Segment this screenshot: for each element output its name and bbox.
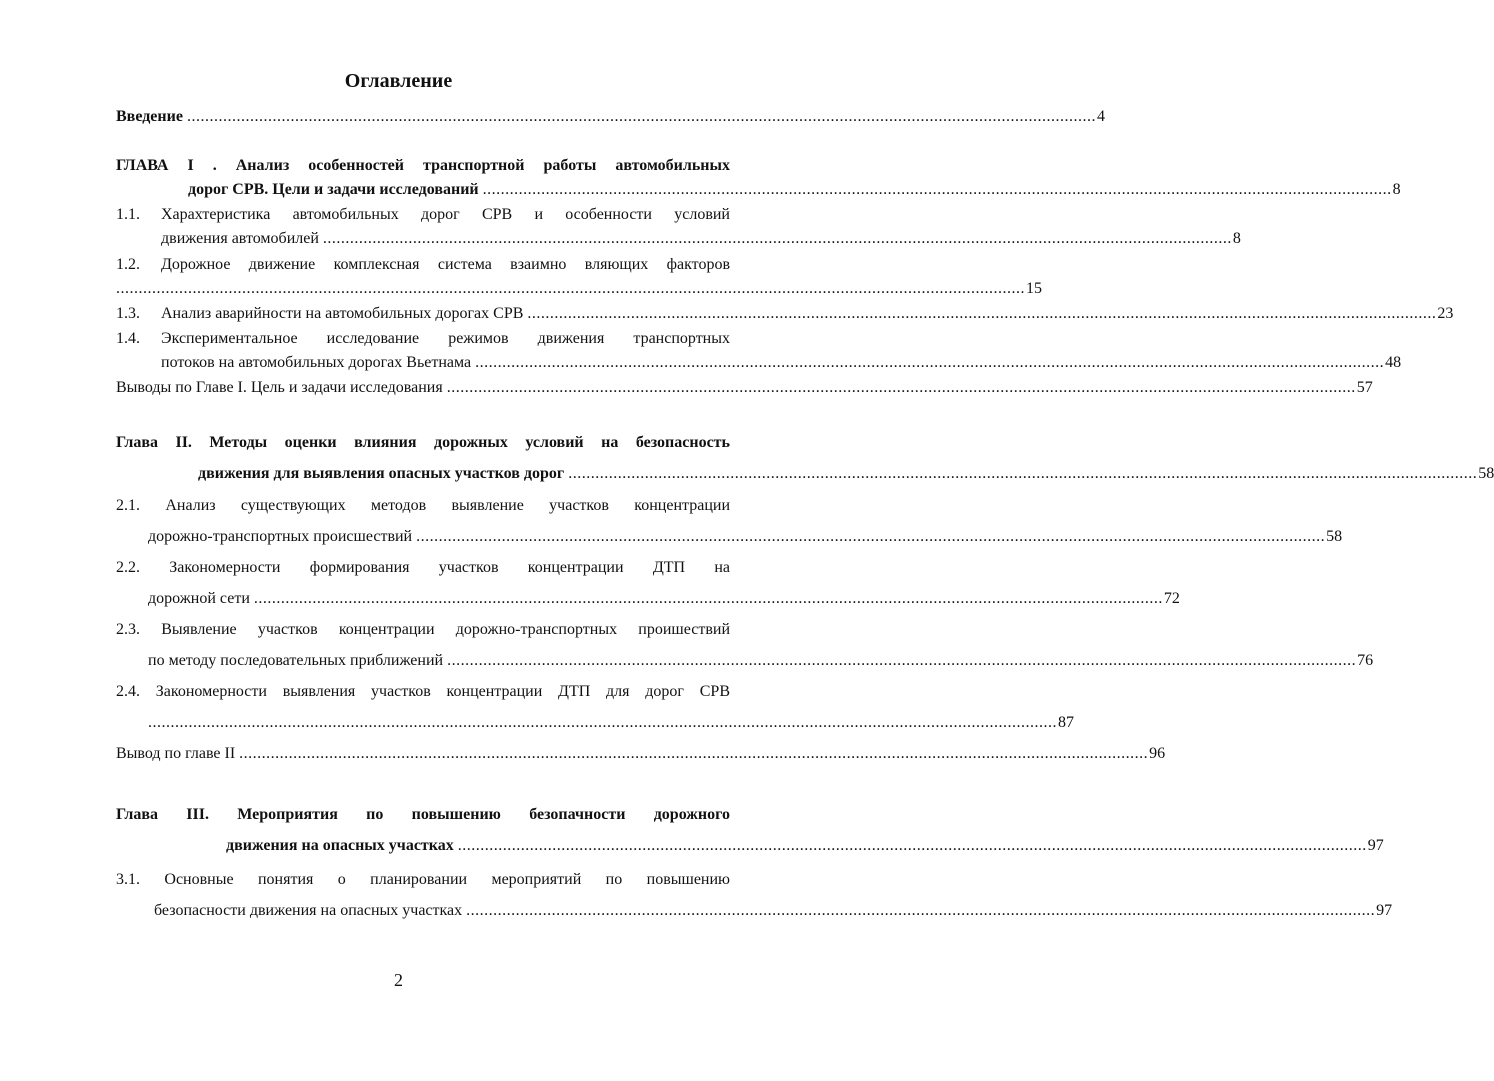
toc-section-number: 1.3. <box>116 305 140 322</box>
toc-section-number: 1.2. <box>116 256 140 273</box>
dot-leader: .......................................................................................................................................................................................................... <box>322 230 1232 247</box>
dot-leader: .......................................................................................................................................................................................................... <box>416 528 1326 545</box>
toc-entry-text: дорожно-транспортных происшествий <box>148 528 413 545</box>
toc-page-number: 96 <box>1149 745 1166 762</box>
toc-entry-text: потоков на автомобильных дорогах Вьетнама <box>161 354 472 371</box>
toc-page-number: 72 <box>1163 590 1180 607</box>
dot-leader: .......................................................................................................................................................................................................... <box>568 465 1478 482</box>
toc-section-number: 1.4. <box>116 330 140 347</box>
toc-page-number: 76 <box>1357 652 1374 669</box>
toc-page-number: 48 <box>1385 354 1402 371</box>
toc-chapter-1-line2[interactable] <box>188 180 1401 200</box>
dot-leader: .......................................................................................................................................................................................................... <box>186 108 1096 125</box>
toc-page-number: 8 <box>1232 230 1241 247</box>
toc-entry-1-2[interactable] <box>116 255 730 275</box>
dot-leader: .......................................................................................................................................................................................................... <box>116 280 1025 297</box>
toc-entry-text: Введение <box>116 108 183 125</box>
dot-leader: .......................................................................................................................................................................................................... <box>446 379 1356 396</box>
toc-entry-text: движения для выявления опасных участков дорог <box>198 465 565 482</box>
toc-chapter-3-line2[interactable] <box>226 836 1384 856</box>
toc-entry-3-1-line1[interactable]: 3.1. Основные понятия о планировании мероприятий по повышению <box>116 871 730 888</box>
dot-leader: .......................................................................................................................................................................................................... <box>475 354 1385 371</box>
toc-entry-conclusion-1[interactable] <box>116 378 1373 398</box>
toc-page-number: 97 <box>1376 902 1393 919</box>
dot-leader: .......................................................................................................................................................................................................... <box>457 837 1367 854</box>
toc-entry-text: Выводы по Главе I. Цель и задачи исследования <box>116 379 443 396</box>
dot-leader: .......................................................................................................................................................................................................... <box>239 745 1149 762</box>
toc-page-number: 15 <box>1026 280 1042 297</box>
toc-entry-text: Экспериментальное исследование режимов движения транспортных <box>161 330 730 347</box>
toc-entry-2-1-line2[interactable] <box>148 527 1343 547</box>
toc-entry-text: дорог СРВ. Цели и задачи исследований <box>188 181 479 198</box>
toc-entry-2-3-line2[interactable] <box>148 651 1374 671</box>
toc-page-number: 57 <box>1356 379 1373 396</box>
toc-entry-text: Харахтеристика автомобильных дорог СРВ и особенности условий <box>161 206 730 223</box>
toc-page-number: 4 <box>1096 108 1105 125</box>
toc-page-number: 87 <box>1058 714 1074 731</box>
toc-entry-2-2-line1[interactable]: 2.2. Закономерности формирования участков концентрации ДТП на <box>116 559 730 576</box>
toc-chapter-2-line1[interactable]: Глава II. Методы оценки влияния дорожных условий на безопасность <box>116 434 730 451</box>
toc-entry-2-1-line1[interactable]: 2.1. Анализ существующих методов выявление участков концентрации <box>116 497 730 514</box>
toc-chapter-3-line1[interactable]: Глава III. Мероприятия по повышению безопачности дорожного <box>116 806 730 823</box>
toc-entry-intro[interactable] <box>116 107 1105 127</box>
toc-entry-text: безопасности движения на опасных участках <box>154 902 463 919</box>
toc-entry-text: Анализ аварийности на автомобильных дорогах СРВ <box>161 305 524 322</box>
toc-page-number: 58 <box>1326 528 1343 545</box>
toc-entry-1-2-line2[interactable] <box>116 279 1042 299</box>
toc-page-number: 8 <box>1392 181 1401 198</box>
toc-entry-text: Дорожное движение комплексная система взаимно вляющих факторов <box>161 256 730 273</box>
dot-leader: .......................................................................................................................................................................................................... <box>253 590 1163 607</box>
toc-chapter-1-line1[interactable]: ГЛАВА I . Анализ особенностей транспортной работы автомобильных <box>116 157 730 174</box>
toc-entry-1-4-line2[interactable] <box>161 353 1402 373</box>
dot-leader: .......................................................................................................................................................................................................... <box>466 902 1376 919</box>
toc-entry-text: Вывод по главе II <box>116 745 236 762</box>
toc-entry-1-1-line2[interactable] <box>161 229 1241 249</box>
toc-page-number: 58 <box>1478 465 1494 482</box>
dot-leader: .......................................................................................................................................................................................................... <box>527 305 1437 322</box>
toc-entry-text: дорожной сети <box>148 590 250 607</box>
toc-page-number: 97 <box>1367 837 1384 854</box>
toc-entry-text: движения автомобилей <box>161 230 319 247</box>
dot-leader: .......................................................................................................................................................................................................... <box>447 652 1357 669</box>
toc-entry-3-1-line2[interactable] <box>154 901 1393 921</box>
toc-entry-2-4-line2[interactable] <box>148 713 1074 733</box>
toc-entry-text: по методу последовательных приближений <box>148 652 444 669</box>
toc-entry-conclusion-2[interactable] <box>116 744 1166 764</box>
toc-chapter-2-line2[interactable] <box>198 464 1494 484</box>
toc-section-number: 1.1. <box>116 206 140 223</box>
toc-entry-1-4[interactable] <box>116 329 730 349</box>
dot-leader: .......................................................................................................................................................................................................... <box>148 714 1057 731</box>
toc-entry-text: движения на опасных участках <box>226 837 454 854</box>
page-number: 2 <box>394 970 403 990</box>
toc-entry-2-4-line1[interactable]: 2.4. Закономерности выявления участков концентрации ДТП для дорог СРВ <box>116 683 730 700</box>
toc-entry-2-2-line2[interactable] <box>148 589 1180 609</box>
toc-page-number: 23 <box>1437 305 1454 322</box>
toc-entry-1-1[interactable] <box>116 205 730 225</box>
page-title: Оглавление <box>344 70 453 92</box>
toc-entry-2-3-line1[interactable]: 2.3. Выявление участков концентрации дорожно-транспортных проишествий <box>116 621 730 638</box>
dot-leader: .......................................................................................................................................................................................................... <box>482 181 1392 198</box>
toc-entry-1-3[interactable] <box>116 304 1454 324</box>
